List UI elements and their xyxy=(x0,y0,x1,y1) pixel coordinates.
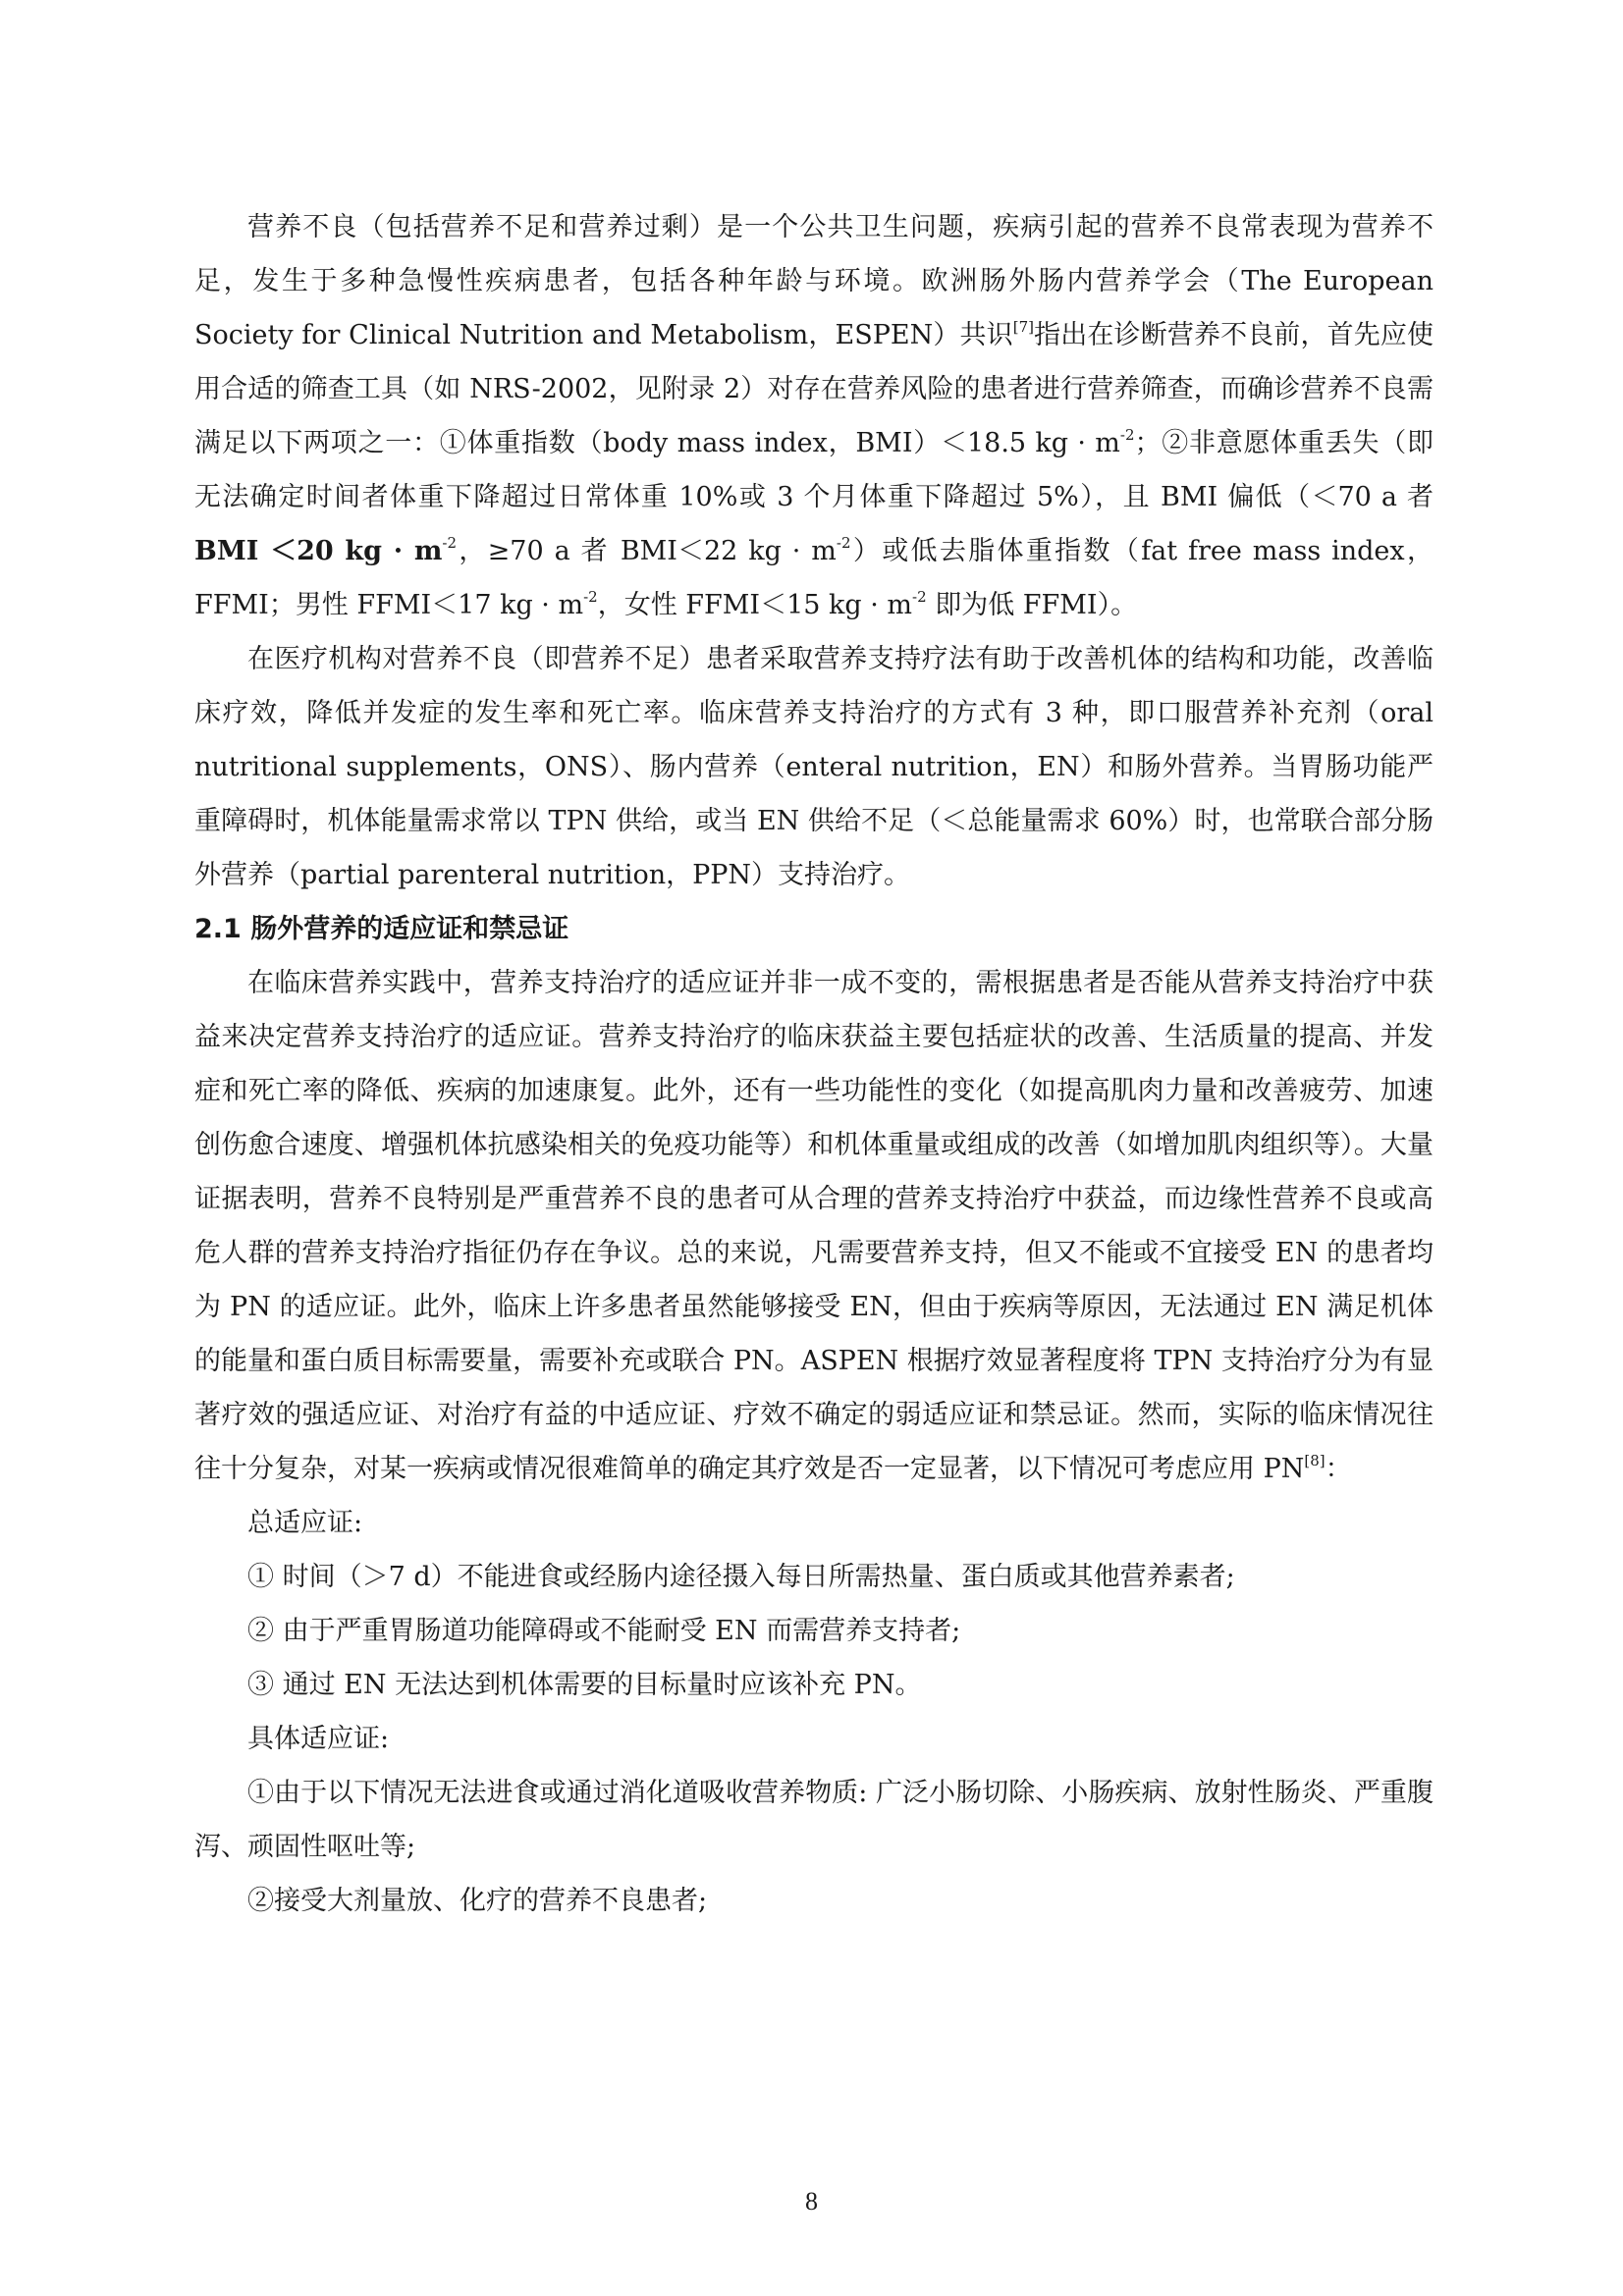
list-item: ③ 通过 EN 无法达到机体需要的目标量时应该补充 PN。 xyxy=(247,1670,922,1700)
paragraph-nutrition-support: 在医疗机构对营养不良（即营养不足）患者采取营养支持疗法有助于改善机体的结构和功能，改善临床疗效，降低并发症的发生率和死亡率。临床营养支持治疗的方式有 3 种，即口服营养补充剂（oral nutritional supplements，ONS）、肠内营养（enteral nutrition，EN）和肠外营养。当胃肠功能严重障碍时，机体能量需求常以 TPN 供给，或当 EN 供给不足（＜总能量需求 60%）时，也常联合部分肠外营养（partial parenteral nutrition，PPN）支持治疗。 xyxy=(194,644,1434,890)
bold-text: BMI ＜20 kg · m xyxy=(194,536,443,566)
list-item: ②接受大剂量放、化疗的营养不良患者; xyxy=(247,1886,708,1916)
general-indications-label: 总适应证: xyxy=(247,1508,363,1538)
paragraph-malnutrition-definition: 营养不良（包括营养不足和营养过剩）是一个公共卫生问题，疾病引起的营养不良常表现为营养不足，发生于多种急慢性疾病患者，包括各种年龄与环境。欧洲肠外肠内营养学会（The European Society for Clinical Nutrition and Metabolism，ESPEN）共识[7]指出在诊断营养不良前，首先应使用合适的筛查工具（如 NRS-2002，见附录 2）对存在营养风险的患者进行营养筛查，而确诊营养不良需满足以下两项之一：①体重指数（body mass index，BMI）＜18.5 kg · $m^{-2}$；②非意愿体重丢失（即无法确定时间者体重下降超过日常体重 10%或 3 个月体重下降超过 5%），且 BMI 偏低（＜70 a 者 BMI ＜20 kg · $m^{-2}$，≥70 a 者 BMI＜22 kg · $m^{-2}$）或低去脂体重指数（fat free mass index，FFMI；男性 FFMI＜17 kg · $m^{-2}$，女性 FFMI＜15 kg · $m^{-2}$ 即为低 FFMI）。 xyxy=(194,212,1434,620)
citation-ref: [8] xyxy=(1304,1452,1325,1469)
superscript: -2 xyxy=(442,534,458,552)
specific-indications-label: 具体适应证: xyxy=(247,1724,390,1754)
paragraph-indications: 在临床营养实践中，营养支持治疗的适应证并非一成不变的，需根据患者是否能从营养支持治疗中获益来决定营养支持治疗的适应证。营养支持治疗的临床获益主要包括症状的改善、生活质量的提高、并发症和死亡率的降低、疾病的加速康复。此外，还有一些功能性的变化（如提高肌肉力量和改善疲劳、加速创伤愈合速度、增强机体抗感染相关的免疫功能等）和机体重量或组成的改善（如增加肌肉组织等）。大量证据表明，营养不良特别是严重营养不良的患者可从合理的营养支持治疗中获益，而边缘性营养不良或高危人群的营养支持治疗指征仍存在争议。总的来说，凡需要营养支持，但又不能或不宜接受 EN 的患者均为 PN 的适应证。此外，临床上许多患者虽然能够接受 EN，但由于疾病等原因，无法通过 EN 满足机体的能量和蛋白质目标需要量，需要补充或联合 PN。ASPEN 根据疗效显著程度将 TPN 支持治疗分为有显著疗效的强适应证、对治疗有益的中适应证、疗效不确定的弱适应证和禁忌证。然而，实际的临床情况往往十分复杂，对某一疾病或情况很难简单的确定其疗效是否一定显著，以下情况可考虑应用 PN[8]： xyxy=(194,968,1434,1484)
superscript: -2 xyxy=(912,588,927,606)
page-number: 8 xyxy=(805,2187,818,2216)
superscript: -2 xyxy=(836,534,851,552)
document-body xyxy=(194,200,1434,1928)
list-item: ② 由于严重胃肠道功能障碍或不能耐受 EN 而需营养支持者; xyxy=(247,1616,961,1646)
citation-ref: [7] xyxy=(1012,318,1035,336)
section-heading: 2.1 肠外营养的适应证和禁忌证 xyxy=(194,914,569,944)
list-item: ① 时间（＞7 d）不能进食或经肠内途径摄入每日所需热量、蛋白质或其他营养素者; xyxy=(247,1562,1235,1592)
superscript: -2 xyxy=(583,588,598,606)
superscript: -2 xyxy=(1119,426,1135,444)
list-item: ①由于以下情况无法进食或通过消化道吸收营养物质: 广泛小肠切除、小肠疾病、放射性肠炎、严重腹泻、顽固性呕吐等; xyxy=(194,1778,1434,1862)
